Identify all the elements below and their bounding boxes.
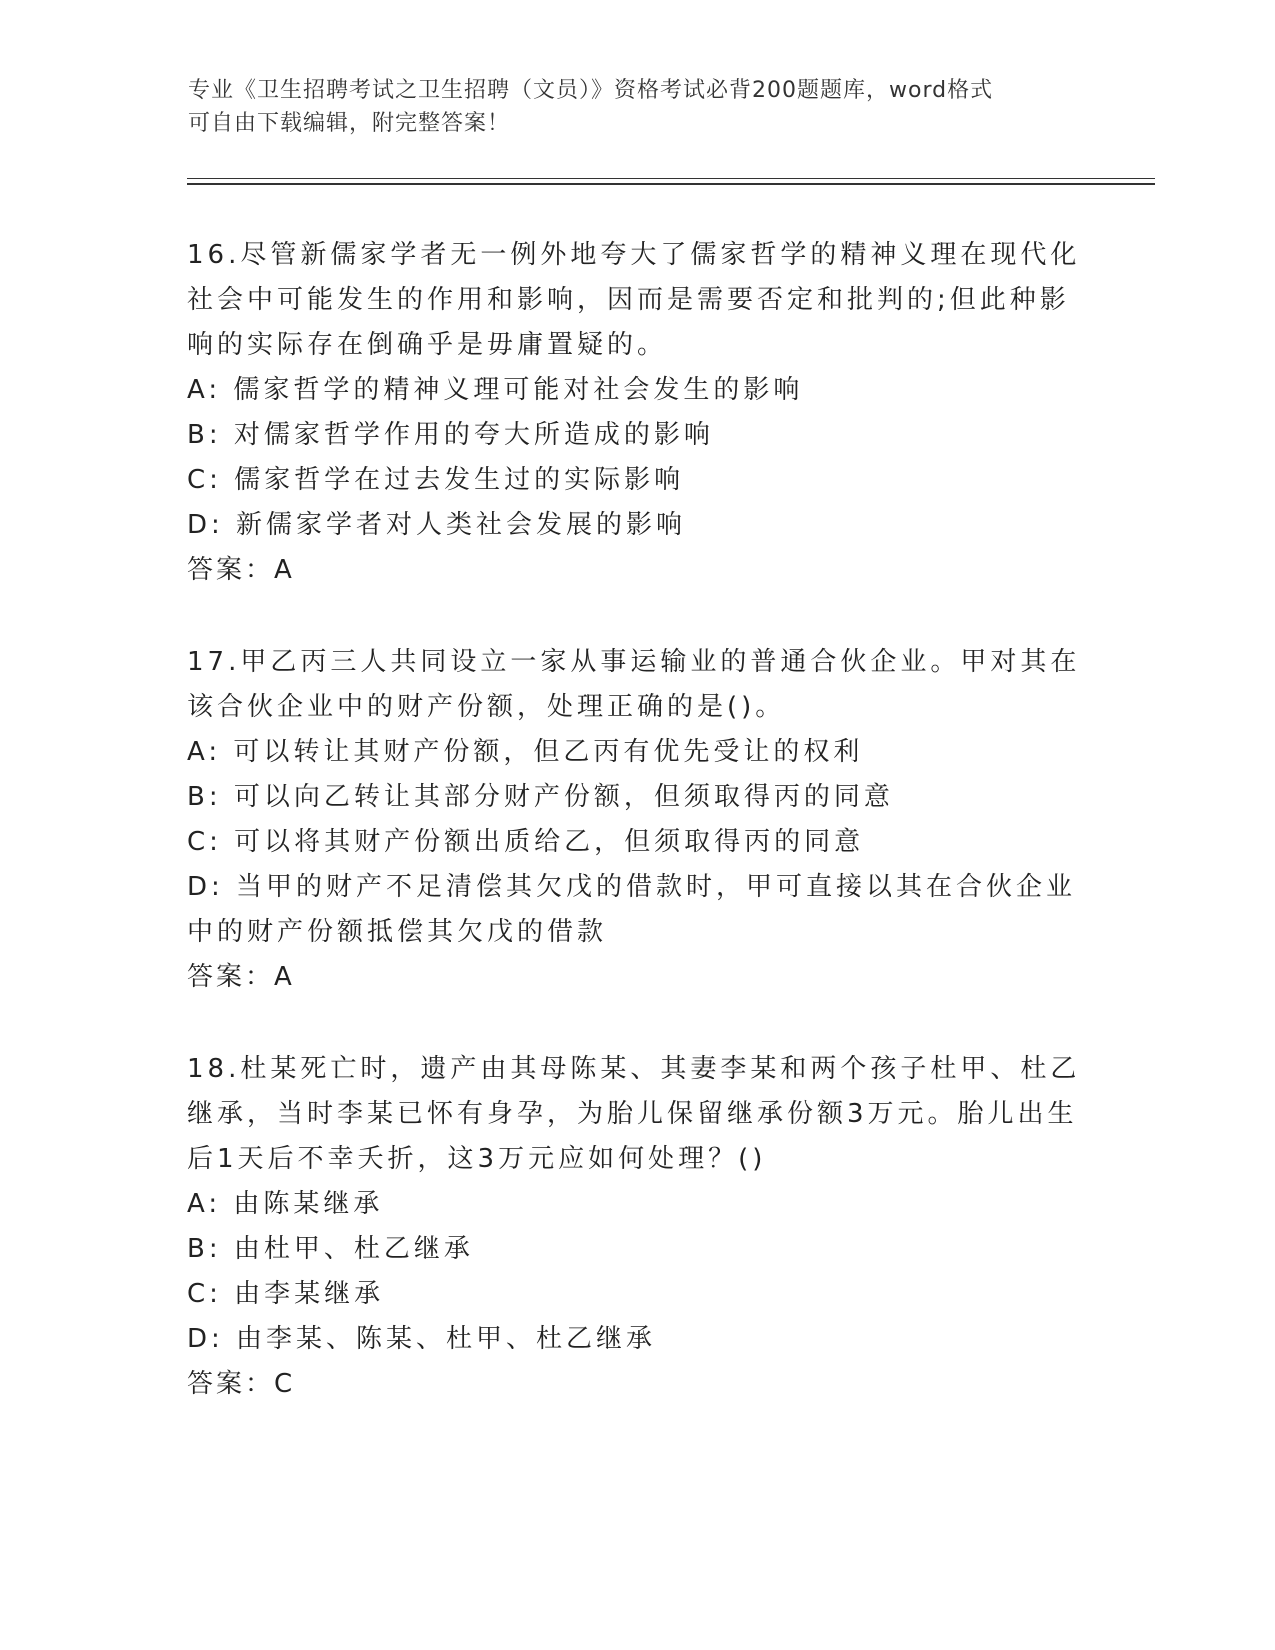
question-list bbox=[187, 233, 1087, 1454]
option-c: C: 可以将其财产份额出质给乙，但须取得丙的同意 bbox=[187, 827, 865, 857]
option-b: B: 由杜甲、杜乙继承 bbox=[187, 1234, 474, 1264]
header-line-1: 专业《卫生招聘考试之卫生招聘（文员）》资格考试必背200题题库，word格式 bbox=[188, 78, 994, 103]
option-c: C: 由李某继承 bbox=[187, 1279, 385, 1309]
option-a: A: 儒家哲学的精神义理可能对社会发生的影响 bbox=[187, 375, 804, 405]
question-stem: 17.甲乙丙三人共同设立一家从事运输业的普通合伙企业。甲对其在该合伙企业中的财产份额，处理正确的是()。 bbox=[187, 647, 1081, 722]
header-divider-thick bbox=[187, 183, 1155, 185]
document-header bbox=[188, 74, 1068, 140]
question-18 bbox=[187, 1047, 1087, 1407]
question-stem: 18.杜某死亡时，遗产由其母陈某、其妻李某和两个孩子杜甲、杜乙继承，当时李某已怀有身孕，为胎儿保留继承份额3万元。胎儿出生后1天后不幸夭折，这3万元应如何处理？() bbox=[187, 1054, 1081, 1174]
option-b: B: 对儒家哲学作用的夸大所造成的影响 bbox=[187, 420, 714, 450]
option-c: C: 儒家哲学在过去发生过的实际影响 bbox=[187, 465, 685, 495]
answer: 答案：A bbox=[187, 555, 295, 585]
option-d: D: 当甲的财产不足清偿其欠戊的借款时，甲可直接以其在合伙企业中的财产份额抵偿其欠戊的借款 bbox=[187, 872, 1077, 947]
header-line-2: 可自由下载编辑，附完整答案！ bbox=[188, 111, 511, 136]
option-a: A: 可以转让其财产份额，但乙丙有优先受让的权利 bbox=[187, 737, 864, 767]
option-d: D: 由李某、陈某、杜甲、杜乙继承 bbox=[187, 1324, 657, 1354]
answer: 答案：A bbox=[187, 962, 295, 992]
question-16 bbox=[187, 233, 1087, 593]
header-divider-thin bbox=[187, 178, 1155, 179]
question-17 bbox=[187, 640, 1087, 1000]
question-stem: 16.尽管新儒家学者无一例外地夸大了儒家哲学的精神义理在现代化社会中可能发生的作用和影响，因而是需要否定和批判的;但此种影响的实际存在倒确乎是毋庸置疑的。 bbox=[187, 240, 1081, 360]
option-a: A: 由陈某继承 bbox=[187, 1189, 384, 1219]
option-b: B: 可以向乙转让其部分财产份额，但须取得丙的同意 bbox=[187, 782, 894, 812]
answer: 答案：C bbox=[187, 1369, 296, 1399]
option-d: D: 新儒家学者对人类社会发展的影响 bbox=[187, 510, 687, 540]
